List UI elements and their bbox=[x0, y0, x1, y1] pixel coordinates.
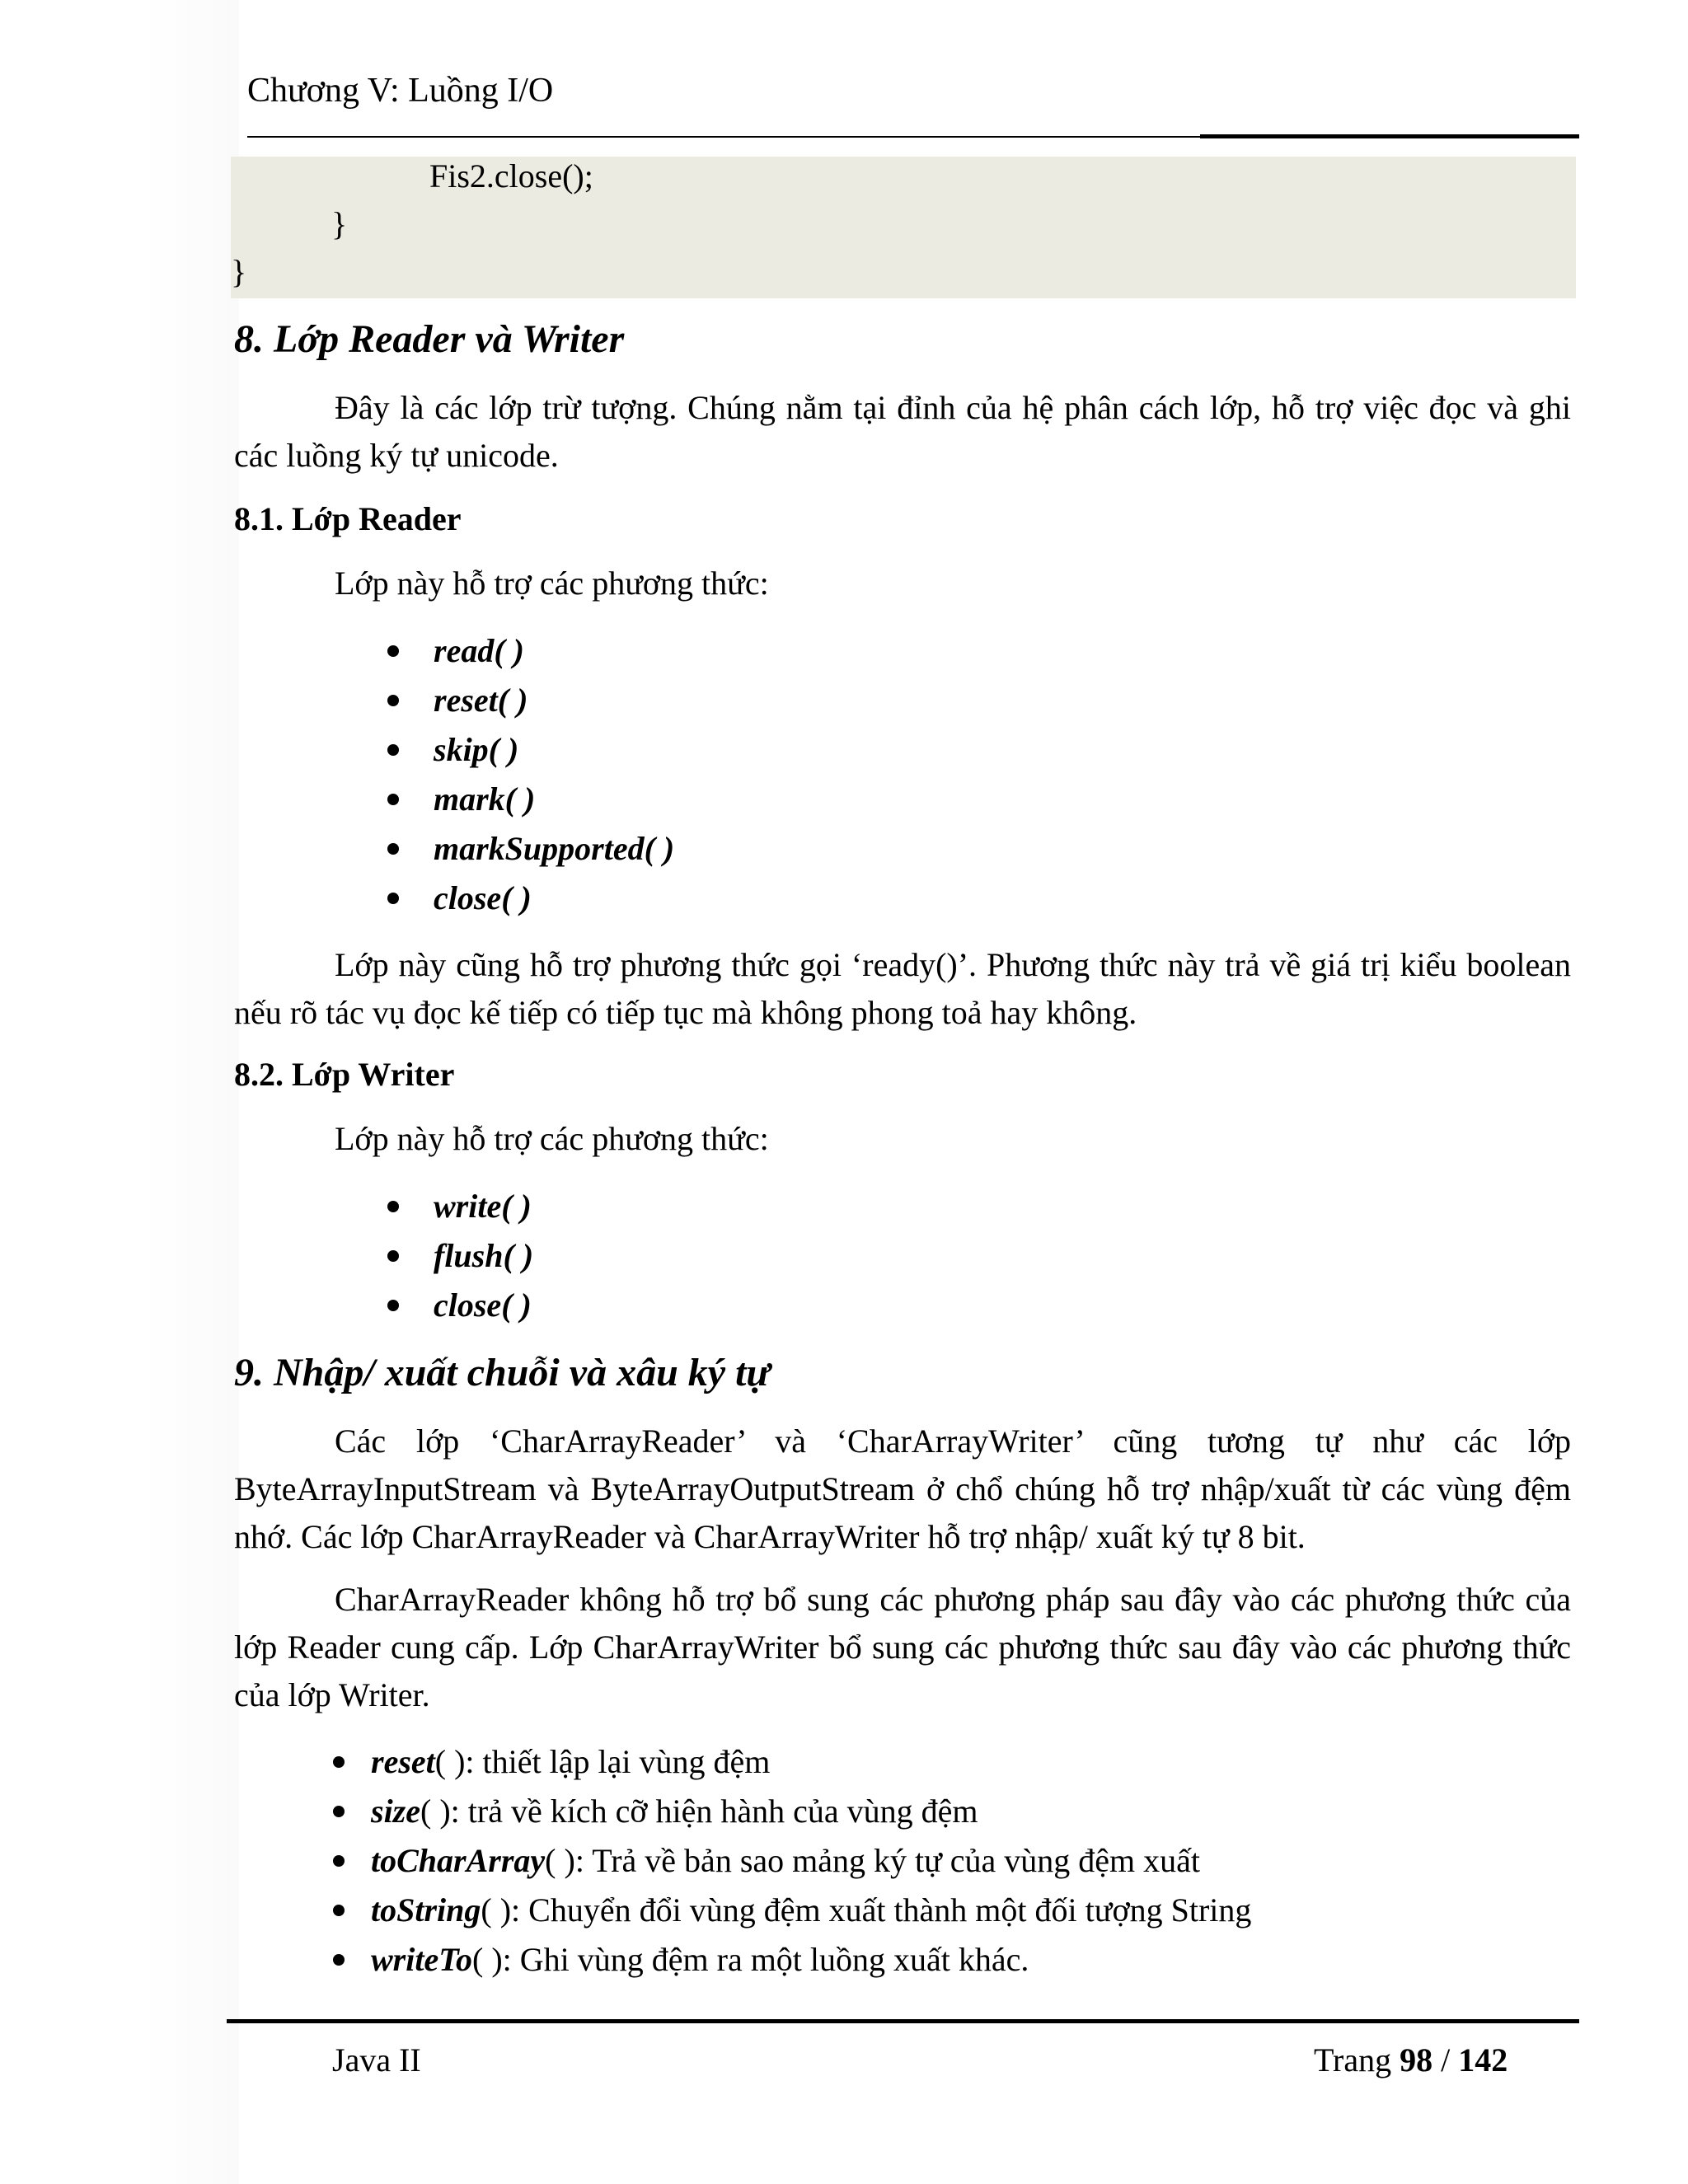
method-name: write( ) bbox=[434, 1188, 532, 1225]
subsection-8-1-intro: Lớp này hỗ trợ các phương thức: bbox=[335, 565, 769, 602]
bullet-icon bbox=[387, 744, 399, 756]
page-total: 142 bbox=[1458, 2041, 1508, 2079]
method-name: read( ) bbox=[434, 632, 524, 669]
header-divider-thin bbox=[247, 136, 1200, 138]
method-name: markSupported( ) bbox=[434, 830, 675, 867]
method-name: close( ) bbox=[434, 879, 532, 916]
bullet-icon bbox=[387, 695, 399, 706]
method-name: writeTo bbox=[371, 1941, 472, 1978]
bullet-icon bbox=[387, 794, 399, 805]
method-description: ( ): thiết lập lại vùng đệm bbox=[434, 1743, 771, 1780]
bullet-icon bbox=[387, 1250, 399, 1262]
header-divider-thick bbox=[1200, 134, 1579, 138]
section-heading-8: 8. Lớp Reader và Writer bbox=[234, 317, 625, 361]
method-name: toString bbox=[371, 1891, 481, 1929]
bullet-icon bbox=[333, 1905, 345, 1916]
method-name: mark( ) bbox=[434, 780, 536, 818]
bullet-icon bbox=[333, 1855, 345, 1867]
method-name: reset( ) bbox=[434, 682, 528, 719]
code-block bbox=[231, 157, 1576, 298]
method-name: close( ) bbox=[434, 1286, 532, 1324]
bullet-icon bbox=[387, 843, 399, 855]
method-name: size bbox=[371, 1793, 420, 1830]
method-description: ( ): Trả về bản sao mảng ký tự của vùng đệm xuất bbox=[545, 1842, 1201, 1879]
method-entry bbox=[371, 1787, 978, 1836]
method-description: ( ): trả về kích cỡ hiện hành của vùng đệm bbox=[420, 1793, 978, 1830]
page-margin bbox=[0, 0, 239, 2184]
section-heading-9: 9. Nhập/ xuất chuỗi và xâu ký tự bbox=[234, 1351, 771, 1394]
method-name: skip( ) bbox=[434, 731, 519, 768]
subsection-heading-8-2: 8.2. Lớp Writer bbox=[234, 1056, 455, 1093]
subsection-8-2-intro: Lớp này hỗ trợ các phương thức: bbox=[335, 1120, 769, 1157]
chapter-header: Chương V: Luồng I/O bbox=[247, 72, 554, 110]
method-name: flush( ) bbox=[434, 1237, 534, 1274]
page-number bbox=[1314, 2039, 1507, 2082]
method-description: ( ): Chuyển đổi vùng đệm xuất thành một đối tượng String bbox=[481, 1891, 1252, 1929]
page-separator: / bbox=[1441, 2041, 1451, 2079]
bullet-icon bbox=[333, 1756, 345, 1768]
method-entry bbox=[371, 1836, 1200, 1886]
bullet-icon bbox=[387, 893, 399, 904]
bullet-icon bbox=[387, 1300, 399, 1311]
page-current: 98 bbox=[1400, 2041, 1433, 2079]
section-9-para-1: Các lớp ‘CharArrayReader’ và ‘CharArrayWriter’ cũng tương tự như các lớp ByteArrayInputStream và ByteArrayOutputStream ở chổ chúng hỗ trợ nhập/xuất từ các vùng đệm nhớ. Các lớp CharArrayReader và CharArrayWriter hỗ trợ nhập/ xuất ký tự 8 bit. bbox=[234, 1422, 1571, 1555]
method-entry bbox=[371, 1935, 1029, 1985]
section-8-intro: Đây là các lớp trừ tượng. Chúng nằm tại đỉnh của hệ phân cách lớp, hỗ trợ việc đọc và ghi các luồng ký tự unicode. bbox=[234, 389, 1571, 474]
subsection-heading-8-1: 8.1. Lớp Reader bbox=[234, 500, 462, 537]
reader-note: Lớp này cũng hỗ trợ phương thức gọi ‘ready()’. Phương thức này trả về giá trị kiểu boolean nếu rõ tác vụ đọc kế tiếp có tiếp tục mà không phong toả hay không. bbox=[234, 946, 1571, 1031]
method-name: toCharArray bbox=[371, 1842, 546, 1879]
page-label: Trang bbox=[1314, 2041, 1392, 2079]
bullet-icon bbox=[333, 1954, 345, 1966]
footer-course-title: Java II bbox=[332, 2041, 421, 2079]
footer-divider bbox=[227, 2019, 1579, 2023]
section-9-para-2: CharArrayReader không hỗ trợ bổ sung các phương pháp sau đây vào các phương thức của lớp Reader cung cấp. Lớp CharArrayWriter bổ sung các phương thức sau đây vào các phương thức của lớp Writer. bbox=[234, 1581, 1571, 1713]
method-description: ( ): Ghi vùng đệm ra một luồng xuất khác. bbox=[472, 1941, 1029, 1978]
method-name: reset bbox=[371, 1743, 435, 1780]
bullet-icon bbox=[387, 1201, 399, 1212]
code-line: } bbox=[231, 253, 247, 290]
bullet-icon bbox=[333, 1806, 345, 1817]
bullet-icon bbox=[387, 645, 399, 657]
code-line: Fis2.close(); bbox=[429, 157, 593, 194]
code-line: } bbox=[331, 205, 348, 242]
method-entry bbox=[371, 1886, 1251, 1935]
method-entry bbox=[371, 1737, 770, 1787]
